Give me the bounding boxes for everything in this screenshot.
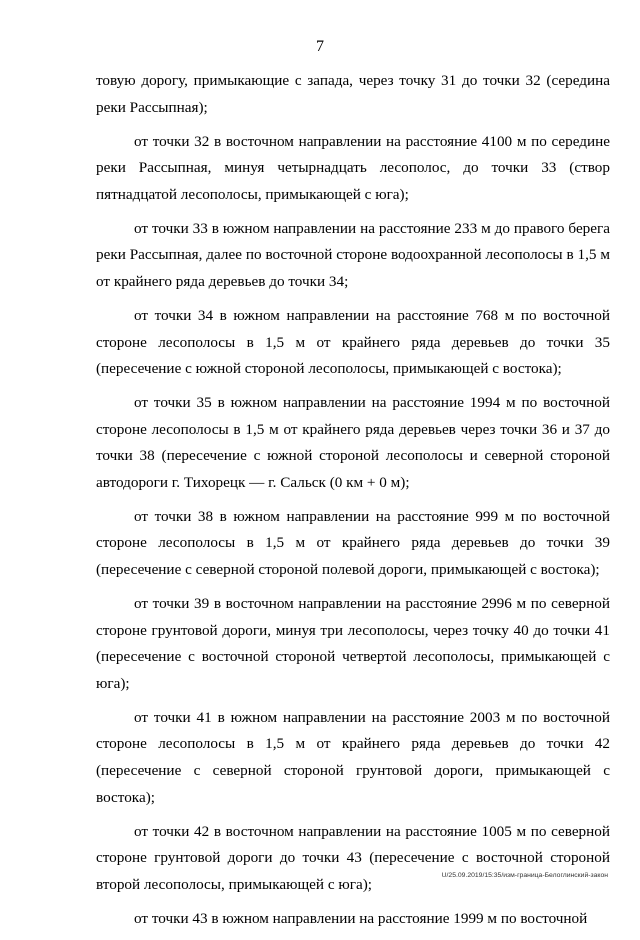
paragraph-2: от точки 32 в восточном направлении на расстояние 4100 м по середине реки Рассыпная, минуя четырнадцать лесополос, до точки 33 (створ пятнадцатой лесополосы, примыкающей с юга);	[96, 132, 610, 203]
paragraph-10: от точки 43 в южном направлении на расстояние 1999 м по восточной	[134, 909, 588, 927]
page-number: 7	[316, 38, 324, 55]
paragraph-3: от точки 33 в южном направлении на расстояние 233 м до правого берега реки Рассыпная, далее по восточной стороне водоохранной лесополосы в 1,5 м от крайнего ряда деревьев до точки 34;	[96, 219, 610, 290]
paragraph-6: от точки 38 в южном направлении на расстояние 999 м по восточной стороне лесополосы в 1,5 м от крайнего ряда деревьев до точки 39 (пересечение с северной стороной полевой дороги, примыкающей с востока);	[96, 507, 610, 579]
document-body	[96, 68, 610, 940]
paragraph-1: товую дорогу, примыкающие с запада, через точку 31 до точки 32 (середина реки Рассыпная);	[96, 72, 610, 116]
paragraph-7: от точки 39 в восточном направлении на расстояние 2996 м по северной стороне грунтовой дороги, минуя три лесополосы, через точку 40 до точки 41 (пересечение с восточной стороной четвертой лесополосы, примыкающей с юга);	[96, 595, 610, 692]
paragraph-4: от точки 34 в южном направлении на расстояние 768 м по восточной стороне лесополосы в 1,5 м от крайнего ряда деревьев до точки 35 (пересечение с южной стороной лесополосы, примыкающей с востока);	[96, 306, 610, 378]
paragraph-9: от точки 42 в восточном направлении на расстояние 1005 м по северной стороне грунтовой дороги до точки 43 (пересечение с восточной стороной второй лесополосы, примыкающей с юга);	[96, 822, 610, 893]
document-footer-code: U/25.09.2019/15:35/изм-граница-Белоглинский-закон	[441, 872, 608, 879]
paragraph-8: от точки 41 в южном направлении на расстояние 2003 м по восточной стороне лесополосы в 1,5 м от крайнего ряда деревьев до точки 42 (пересечение с северной стороной грунтовой дороги, примыкающей с востока);	[96, 708, 610, 806]
paragraph-5: от точки 35 в южном направлении на расстояние 1994 м по восточной стороне лесополосы в 1,5 м от крайнего ряда деревьев через точки 36 и 37 до точки 38 (пересечение с южной стороной лесополосы и северной стороной автодороги г. Тихорецк — г. Сальск (0 км + 0 м);	[96, 394, 610, 491]
